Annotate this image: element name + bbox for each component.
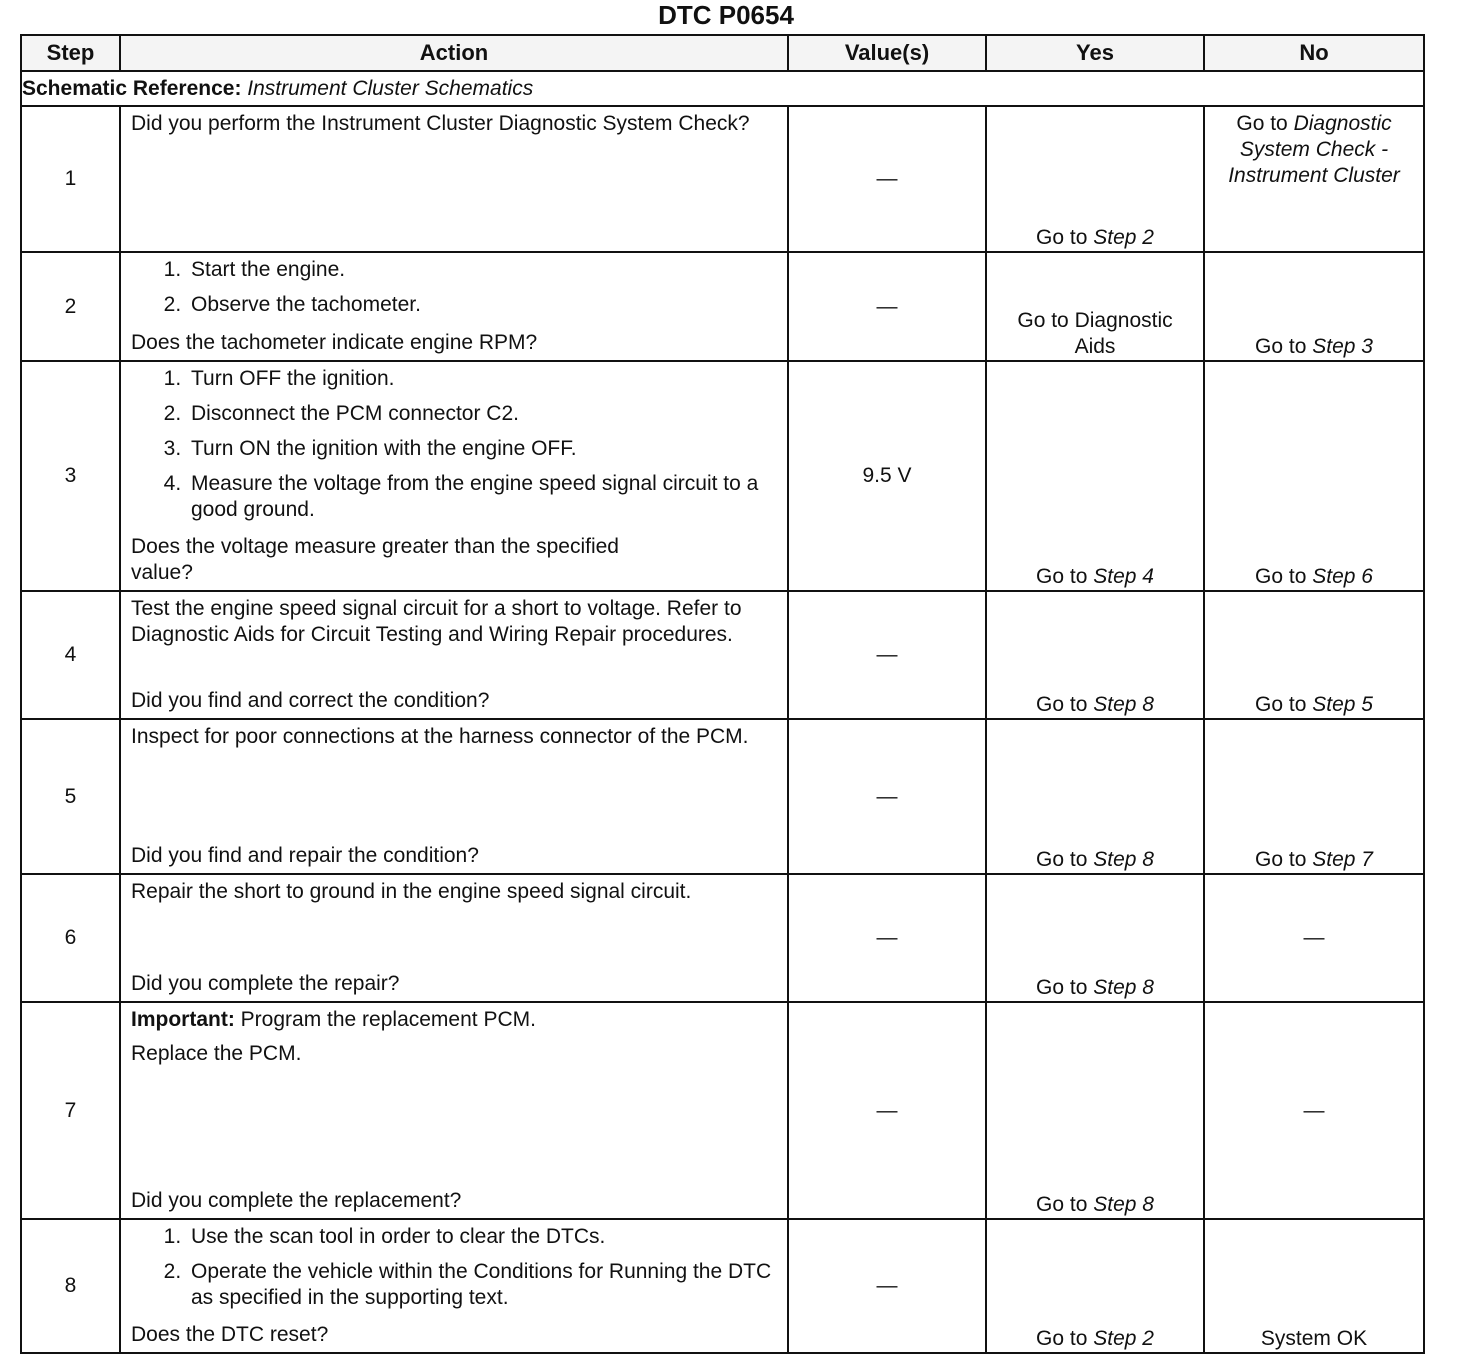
go-to-label: Go to <box>1255 848 1307 871</box>
step-number: 1 <box>21 106 120 252</box>
no-link[interactable]: Step 5 <box>1312 693 1373 716</box>
go-to-label: Go to <box>1036 1327 1088 1350</box>
table-row <box>21 1002 1424 1219</box>
go-to-label: Go to <box>1036 226 1088 249</box>
action-question: Did you complete the replacement? <box>131 1189 462 1212</box>
step-number: 8 <box>21 1219 120 1353</box>
go-to-label: Go to <box>1236 112 1288 135</box>
step-number: 6 <box>21 874 120 1002</box>
action-step-item: 2. Observe the tachometer. <box>187 292 777 318</box>
schematic-label: Schematic Reference: <box>22 76 242 100</box>
table-row <box>21 1219 1424 1353</box>
action-step-item: 1. Start the engine. <box>187 257 777 283</box>
action-question: Does the voltage measure greater than the specified value? <box>131 535 619 584</box>
go-to-label: Go to <box>1036 1193 1088 1216</box>
no-cell <box>1204 591 1424 719</box>
action-step-item: 4. Measure the voltage from the engine speed signal circuit to a good ground. <box>187 471 777 523</box>
header-action: Action <box>120 35 788 71</box>
action-cell <box>120 591 788 719</box>
no-cell: System OK <box>1204 1219 1424 1353</box>
table-row <box>21 361 1424 591</box>
step-number: 5 <box>21 719 120 874</box>
yes-cell <box>986 591 1204 719</box>
yes-cell <box>986 1002 1204 1219</box>
yes-cell <box>986 719 1204 874</box>
action-question: Did you find and repair the condition? <box>131 844 479 867</box>
action-question: Did you find and correct the condition? <box>131 689 490 712</box>
important-note <box>131 1007 777 1033</box>
action-steps <box>131 1224 777 1320</box>
action-cell <box>120 1002 788 1219</box>
value-cell: 9.5 V <box>788 361 986 591</box>
yes-link[interactable]: Step 8 <box>1093 1193 1154 1216</box>
no-link[interactable]: Step 7 <box>1312 848 1373 871</box>
action-steps <box>131 366 777 532</box>
action-text: Replace the PCM. <box>131 1042 302 1065</box>
action-text: Test the engine speed signal circuit for a short to voltage. Refer to Diagnostic Aids for Circuit Testing and Wiring Repair procedures. <box>131 597 742 646</box>
action-cell <box>120 719 788 874</box>
no-link[interactable]: Step 6 <box>1312 565 1373 588</box>
yes-cell <box>986 361 1204 591</box>
yes-link[interactable]: Step 2 <box>1093 226 1154 249</box>
step-number: 7 <box>21 1002 120 1219</box>
schematic-row <box>21 71 1424 106</box>
step-number: 3 <box>21 361 120 591</box>
value-cell: — <box>788 874 986 1002</box>
no-cell: — <box>1204 1002 1424 1219</box>
value-cell: — <box>788 719 986 874</box>
step-number: 2 <box>21 252 120 361</box>
page-title: DTC P0654 <box>658 0 794 30</box>
action-step-item: 1. Use the scan tool in order to clear the DTCs. <box>187 1224 777 1250</box>
action-question: Did you perform the Instrument Cluster Diagnostic System Check? <box>131 112 750 135</box>
action-cell <box>120 361 788 591</box>
action-cell <box>120 106 788 252</box>
action-steps <box>131 257 777 327</box>
action-text: Inspect for poor connections at the harness connector of the PCM. <box>131 725 749 748</box>
go-to-label: Go to <box>1036 565 1088 588</box>
yes-link[interactable]: Step 8 <box>1093 848 1154 871</box>
diagnostic-table <box>20 34 1425 1354</box>
action-cell <box>120 252 788 361</box>
no-cell <box>1204 106 1424 252</box>
table-row <box>21 874 1424 1002</box>
schematic-reference-link[interactable]: Instrument Cluster Schematics <box>247 76 534 100</box>
table-row <box>21 719 1424 874</box>
action-text: Repair the short to ground in the engine speed signal circuit. <box>131 880 692 903</box>
table-row <box>21 252 1424 361</box>
action-step-item: 2. Disconnect the PCM connector C2. <box>187 401 777 427</box>
yes-link[interactable]: Go to Diagnostic Aids <box>1017 309 1173 358</box>
no-cell <box>1204 719 1424 874</box>
header-row <box>21 35 1424 71</box>
go-to-label: Go to <box>1255 565 1307 588</box>
no-cell <box>1204 361 1424 591</box>
header-step: Step <box>21 35 120 71</box>
action-cell <box>120 1219 788 1353</box>
go-to-label: Go to <box>1036 693 1088 716</box>
value-cell: — <box>788 591 986 719</box>
no-cell <box>1204 252 1424 361</box>
action-step-item: 2. Operate the vehicle within the Conditions for Running the DTC as specified in the supporting text. <box>187 1259 777 1311</box>
table-row <box>21 591 1424 719</box>
action-question: Does the DTC reset? <box>131 1323 329 1346</box>
important-label: Important: <box>131 1008 235 1031</box>
yes-cell <box>986 1219 1204 1353</box>
yes-link[interactable]: Step 8 <box>1093 976 1154 999</box>
header-values: Value(s) <box>788 35 986 71</box>
yes-link[interactable]: Step 2 <box>1093 1327 1154 1350</box>
value-cell: — <box>788 252 986 361</box>
header-yes: Yes <box>986 35 1204 71</box>
action-step-item: 1. Turn OFF the ignition. <box>187 366 777 392</box>
value-cell: — <box>788 106 986 252</box>
value-cell: — <box>788 1002 986 1219</box>
action-question: Does the tachometer indicate engine RPM? <box>131 331 538 354</box>
no-cell: — <box>1204 874 1424 1002</box>
yes-cell <box>986 252 1204 361</box>
action-cell <box>120 874 788 1002</box>
no-link[interactable]: Diagnostic System Check - Instrument Cluster <box>1228 112 1400 187</box>
yes-cell <box>986 874 1204 1002</box>
go-to-label: Go to <box>1036 976 1088 999</box>
go-to-label: Go to <box>1255 693 1307 716</box>
table-row <box>21 106 1424 252</box>
yes-link[interactable]: Step 8 <box>1093 693 1154 716</box>
important-text: Program the replacement PCM. <box>240 1008 536 1031</box>
no-link[interactable]: Step 3 <box>1312 335 1373 358</box>
step-number: 4 <box>21 591 120 719</box>
action-step-item: 3. Turn ON the ignition with the engine OFF. <box>187 436 777 462</box>
yes-cell <box>986 106 1204 252</box>
value-cell: — <box>788 1219 986 1353</box>
action-question: Did you complete the repair? <box>131 972 400 995</box>
go-to-label: Go to <box>1036 848 1088 871</box>
header-no: No <box>1204 35 1424 71</box>
go-to-label: Go to <box>1255 335 1307 358</box>
yes-link[interactable]: Step 4 <box>1093 565 1154 588</box>
